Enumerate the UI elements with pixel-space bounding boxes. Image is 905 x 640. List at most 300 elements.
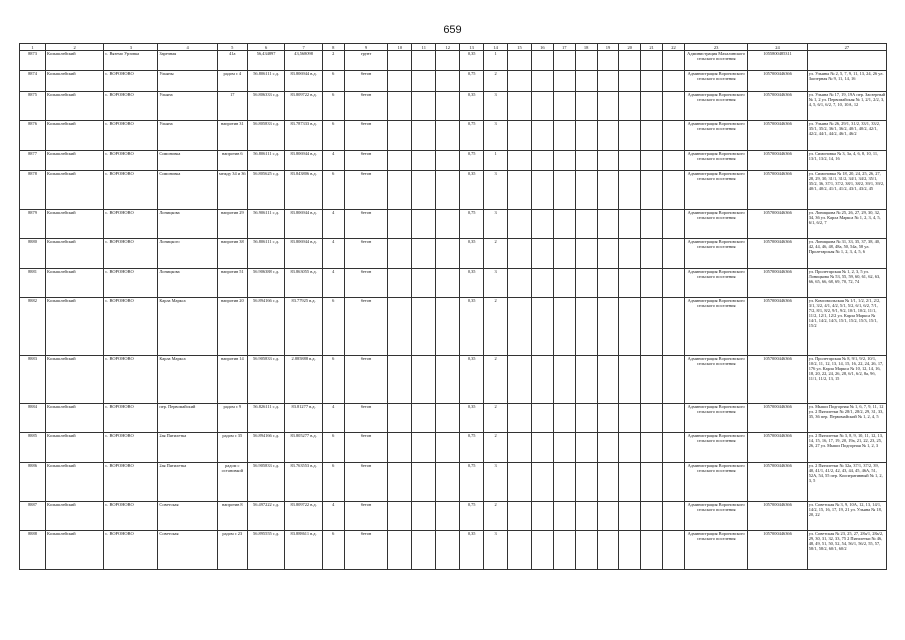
- page-number: 659: [443, 24, 462, 36]
- table-cell: [619, 531, 641, 570]
- column-header: 19: [597, 44, 619, 51]
- table-cell: [663, 433, 685, 463]
- table-cell: [412, 121, 436, 151]
- table-cell: [575, 51, 597, 71]
- table-cell: [436, 239, 460, 269]
- table-cell: [553, 531, 575, 570]
- table-cell: Администрация Вороновского сельского поселения: [684, 209, 747, 239]
- table-cell: 83.806944 в.д.: [285, 239, 322, 269]
- table-cell: напротив 8: [217, 501, 247, 531]
- table-cell: 8882: [20, 298, 46, 355]
- column-header: 9: [344, 44, 388, 51]
- table-cell: 83.763553 в.д.: [285, 462, 322, 501]
- table-row: [20, 150, 887, 170]
- table-cell: 6: [322, 121, 344, 151]
- table-row: [20, 239, 887, 269]
- table-cell: напротив 29: [217, 209, 247, 239]
- table-cell: [619, 91, 641, 121]
- table-cell: Администрация Махалинского сельского поселения: [684, 51, 747, 71]
- table-cell: с. ВОРОНОВО: [104, 239, 158, 269]
- table-cell: [436, 462, 460, 501]
- table-cell: 1057000446366: [748, 71, 807, 91]
- table-cell: [412, 501, 436, 531]
- table-cell: [388, 150, 412, 170]
- table-cell: бетон: [344, 150, 388, 170]
- table-cell: [597, 403, 619, 433]
- table-cell: с. ВОРОНОВО: [104, 531, 158, 570]
- table-cell: 8878: [20, 171, 46, 210]
- table-cell: [553, 209, 575, 239]
- table-cell: ул. Пролетарская № 8, 9/1, 9/2, 10/1, 10/2, 11, 12, 13, 14, 15, 16, 22, 24, 26, 17, 176 ул. Карла Маркса № 10, 12, 14, 16, 18, 20, 22, 24, 26, 28, 6/1, 6/2, 8а, 9б, 11/1, 11/2, 13, 15: [807, 355, 886, 403]
- table-cell: 6: [322, 171, 344, 210]
- column-header: 10: [388, 44, 412, 51]
- table-cell: [575, 150, 597, 170]
- column-header: 24: [748, 44, 807, 51]
- table-cell: Администрация Вороновского сельского поселения: [684, 531, 747, 570]
- column-header: 14: [484, 44, 508, 51]
- column-header: 6: [247, 44, 284, 51]
- table-cell: [436, 298, 460, 355]
- table-cell: 3: [484, 531, 508, 570]
- table-cell: Заречная: [158, 51, 217, 71]
- table-cell: 3: [484, 268, 508, 298]
- table-cell: [575, 531, 597, 570]
- table-cell: [508, 71, 532, 91]
- register-table: [19, 43, 887, 570]
- table-cell: [553, 71, 575, 91]
- table-cell: Лоницкова: [158, 268, 217, 298]
- table-cell: [641, 171, 663, 210]
- table-cell: 0,75: [460, 209, 484, 239]
- table-cell: 6: [322, 462, 344, 501]
- table-cell: 56.905833 с.д.: [247, 462, 284, 501]
- table-cell: [388, 298, 412, 355]
- table-cell: Лоницкова: [158, 209, 217, 239]
- table-cell: [619, 121, 641, 151]
- table-cell: 56.805833 с.д.: [247, 121, 284, 151]
- table-cell: [508, 531, 532, 570]
- table-cell: бетон: [344, 121, 388, 151]
- table-cell: [553, 51, 575, 71]
- table-cell: [388, 501, 412, 531]
- table-cell: 3: [484, 91, 508, 121]
- table-cell: напротив 14: [217, 355, 247, 403]
- table-cell: с. ВОРОНОВО: [104, 355, 158, 403]
- table-cell: бетон: [344, 171, 388, 210]
- table-cell: [532, 531, 554, 570]
- table-cell: Администрация Вороновского сельского поселения: [684, 171, 747, 210]
- table-cell: [412, 91, 436, 121]
- table-cell: [436, 531, 460, 570]
- table-cell: ул. Советская № 3, 9, 10А, 12, 13, 14/1, 14/2, 15, 16, 17, 19, 21 ул. Ульяна № 18, 20, 22: [807, 501, 886, 531]
- table-cell: 2.885888 в.д.: [285, 355, 322, 403]
- table-cell: [641, 51, 663, 71]
- table-cell: [436, 209, 460, 239]
- table-cell: 8881: [20, 268, 46, 298]
- table-cell: Администрация Вороновского сельского поселения: [684, 298, 747, 355]
- table-row: [20, 298, 887, 355]
- table-cell: 83.863055 в.д.: [285, 268, 322, 298]
- table-cell: [508, 209, 532, 239]
- table-cell: Администрация Вороновского сельского поселения: [684, 355, 747, 403]
- table-cell: 56.826111 с.д.: [247, 403, 284, 433]
- table-cell: [597, 531, 619, 570]
- table-row: [20, 531, 887, 570]
- table-cell: между 34 и 36: [217, 171, 247, 210]
- table-cell: бетон: [344, 501, 388, 531]
- table-cell: [575, 239, 597, 269]
- column-header: 12: [436, 44, 460, 51]
- table-cell: [641, 71, 663, 91]
- table-cell: 8885: [20, 433, 46, 463]
- column-header: 23: [684, 44, 747, 51]
- table-cell: 56.894166 с.д.: [247, 433, 284, 463]
- table-cell: [663, 71, 685, 91]
- table-cell: [412, 71, 436, 91]
- table-cell: Администрация Вороновского сельского поселения: [684, 150, 747, 170]
- table-cell: Администрация Вороновского сельского поселения: [684, 462, 747, 501]
- table-row: [20, 268, 887, 298]
- table-cell: [553, 433, 575, 463]
- table-cell: 1: [484, 51, 508, 71]
- table-cell: 3: [484, 171, 508, 210]
- table-cell: [663, 501, 685, 531]
- table-cell: 1057000446366: [748, 433, 807, 463]
- column-header: 5: [217, 44, 247, 51]
- table-cell: 6: [322, 433, 344, 463]
- table-cell: [508, 171, 532, 210]
- table-cell: с. ВОРОНОВО: [104, 268, 158, 298]
- table-cell: [663, 298, 685, 355]
- table-cell: с. ВОРОНОВО: [104, 433, 158, 463]
- table-cell: [619, 462, 641, 501]
- table-cell: 3: [484, 121, 508, 151]
- table-cell: с. ВОРОНОВО: [104, 403, 158, 433]
- table-cell: бетон: [344, 239, 388, 269]
- table-cell: 56.906111 с.д.: [247, 209, 284, 239]
- table-cell: ул. Лоницкова № 25, 26, 27, 29, 30, 32, 34, 36 ул. Карла Маркса № 1, 2, 3, 4, 5, 6/1, 6/2, 7: [807, 209, 886, 239]
- table-cell: [597, 171, 619, 210]
- table-cell: [412, 171, 436, 210]
- table-cell: 0,35: [460, 298, 484, 355]
- table-cell: 56.806111 с.д.: [247, 71, 284, 91]
- table-cell: [532, 501, 554, 531]
- table-cell: 2: [484, 501, 508, 531]
- table-cell: [597, 462, 619, 501]
- table-cell: [388, 355, 412, 403]
- table-cell: 0,35: [460, 355, 484, 403]
- table-cell: [532, 91, 554, 121]
- table-cell: с. ВОРОНОВО: [104, 501, 158, 531]
- table-cell: Карла Маркса: [158, 355, 217, 403]
- table-cell: 2: [322, 51, 344, 71]
- table-cell: [663, 239, 685, 269]
- table-cell: [597, 209, 619, 239]
- table-cell: бетон: [344, 462, 388, 501]
- column-header: 18: [575, 44, 597, 51]
- table-cell: [597, 91, 619, 121]
- table-cell: 1057000446366: [748, 531, 807, 570]
- column-header: 22: [663, 44, 685, 51]
- table-cell: 41а: [217, 51, 247, 71]
- table-cell: Колышлейский: [46, 501, 104, 531]
- table-cell: Колышлейский: [46, 239, 104, 269]
- column-header: 2: [46, 44, 104, 51]
- header-row: [20, 44, 887, 51]
- table-cell: Колышлейский: [46, 433, 104, 463]
- table-cell: [641, 209, 663, 239]
- table-cell: [575, 462, 597, 501]
- table-cell: [597, 355, 619, 403]
- table-cell: [597, 121, 619, 151]
- column-header: 20: [619, 44, 641, 51]
- table-cell: [388, 268, 412, 298]
- table-cell: [508, 91, 532, 121]
- table-cell: [641, 355, 663, 403]
- table-cell: [663, 171, 685, 210]
- table-cell: [388, 171, 412, 210]
- table-cell: [532, 51, 554, 71]
- table-cell: 0,75: [460, 462, 484, 501]
- table-cell: 2: [484, 403, 508, 433]
- table-cell: [508, 268, 532, 298]
- table-cell: [436, 71, 460, 91]
- table-cell: бетон: [344, 403, 388, 433]
- table-cell: 83.888611 в.д.: [285, 531, 322, 570]
- table-cell: [388, 51, 412, 71]
- table-cell: [553, 239, 575, 269]
- table-cell: [553, 121, 575, 151]
- table-cell: 83.806944 в.д.: [285, 209, 322, 239]
- table-cell: 1057000446366: [748, 462, 807, 501]
- table-cell: [575, 355, 597, 403]
- table-cell: [575, 433, 597, 463]
- table-cell: Колышлейский: [46, 171, 104, 210]
- table-cell: 1057000446366: [748, 121, 807, 151]
- table-cell: 8888: [20, 531, 46, 570]
- table-cell: ул. Комсомольская № 1/1, 1/2, 2/1, 2/2, 3/1, 3/2, 4/1, 4/2, 5/1, 5/2, 6/1, 6/2, 7/1, 7/2, 8/1, 8/2, 9/1, 9/2, 10/1, 10/2, 11/1, 11/2, 12/1, 12/2 ул. Карла Маркса № 14/1, 14/2, 14/3, 15/1, 15/2, 15/3, 15/1, 15/2: [807, 298, 886, 355]
- table-cell: 43,568098: [285, 51, 322, 71]
- table-cell: [436, 268, 460, 298]
- table-cell: 2: [484, 298, 508, 355]
- table-cell: напротив 38: [217, 239, 247, 269]
- table-cell: Лоницкого: [158, 239, 217, 269]
- table-cell: Колышлейский: [46, 268, 104, 298]
- table-cell: бетон: [344, 355, 388, 403]
- table-cell: 56,434897: [247, 51, 284, 71]
- table-cell: 0,35: [460, 403, 484, 433]
- table-cell: [553, 91, 575, 121]
- table-cell: [619, 51, 641, 71]
- table-cell: 3: [484, 209, 508, 239]
- column-header: 27: [807, 44, 886, 51]
- table-cell: [575, 71, 597, 91]
- table-cell: ул. Ульяна № 17, 19, 19А пер. Заозерный № 1, 2 ул. Первомайская № 1, 2/1, 2/2, 3, 4, 5, 6/1, 6/2, 7, 10, 10А, 12: [807, 91, 886, 121]
- table-cell: радом с 35: [217, 433, 247, 463]
- column-header: 15: [508, 44, 532, 51]
- table-cell: [575, 171, 597, 210]
- table-cell: 0,35: [460, 91, 484, 121]
- table-cell: [619, 150, 641, 170]
- table-cell: напротив 6: [217, 150, 247, 170]
- table-cell: [388, 209, 412, 239]
- table-cell: Колышлейский: [46, 355, 104, 403]
- table-cell: Колышлейский: [46, 71, 104, 91]
- table-cell: 83.805277 в.д.: [285, 433, 322, 463]
- table-cell: [553, 355, 575, 403]
- table-cell: [663, 531, 685, 570]
- table-cell: [663, 121, 685, 151]
- table-cell: [619, 71, 641, 91]
- table-cell: 6: [322, 531, 344, 570]
- table-cell: [532, 239, 554, 269]
- table-cell: [663, 403, 685, 433]
- table-cell: [508, 403, 532, 433]
- table-cell: 1057000446366: [748, 298, 807, 355]
- table-cell: [436, 150, 460, 170]
- table-cell: [412, 150, 436, 170]
- table-cell: [663, 150, 685, 170]
- table-cell: 1057000446366: [748, 150, 807, 170]
- table-row: [20, 433, 887, 463]
- table-cell: [388, 403, 412, 433]
- column-header: 1: [20, 44, 46, 51]
- table-cell: 2ая Пятилетка: [158, 462, 217, 501]
- column-header: 4: [158, 44, 217, 51]
- table-cell: [532, 171, 554, 210]
- table-cell: с. ВОРОНОВО: [104, 462, 158, 501]
- table-cell: 8884: [20, 403, 46, 433]
- table-cell: ул. 2 Пятилетки № 3, 8, 9, 10, 11, 12, 13, 14, 15, 16, 17, 19, 20, 19а, 21, 22, 23, 25, 26, 27 ул. Мыши Подгорная № 1, 2, 3: [807, 433, 886, 463]
- table-cell: [436, 171, 460, 210]
- table-cell: 83.77925 в.д.: [285, 298, 322, 355]
- table-row: [20, 209, 887, 239]
- table-cell: [388, 71, 412, 91]
- table-cell: 0,35: [460, 268, 484, 298]
- table-cell: 83.809722 в.д.: [285, 501, 322, 531]
- table-cell: ул. 2 Пятилетки № 32а, 37/1, 37/2, 39, 40, 41/1, 41/2, 42, 43, 44, 45, 46А, 51, 52А, 54, 55 пер. Кооперативный № 1, 2, 3, 5: [807, 462, 886, 501]
- table-cell: 0,35: [460, 239, 484, 269]
- table-cell: 1: [484, 150, 508, 170]
- table-row: [20, 121, 887, 151]
- table-cell: Колышлейский: [46, 531, 104, 570]
- table-cell: [575, 121, 597, 151]
- table-cell: [508, 501, 532, 531]
- table-cell: [619, 268, 641, 298]
- table-cell: 4: [322, 150, 344, 170]
- table-cell: напротив 31: [217, 121, 247, 151]
- table-cell: [597, 51, 619, 71]
- table-cell: бетон: [344, 209, 388, 239]
- table-cell: [532, 209, 554, 239]
- table-cell: 83.806944 в.д.: [285, 150, 322, 170]
- table-cell: Колышлейский: [46, 150, 104, 170]
- table-cell: с. ВОРОНОВО: [104, 91, 158, 121]
- table-cell: 8883: [20, 355, 46, 403]
- table-cell: напротив 51: [217, 268, 247, 298]
- table-cell: [436, 433, 460, 463]
- table-cell: [597, 433, 619, 463]
- table-cell: с. ВОРОНОВО: [104, 71, 158, 91]
- table-cell: [412, 355, 436, 403]
- table-cell: [436, 501, 460, 531]
- table-cell: [575, 501, 597, 531]
- table-cell: [663, 268, 685, 298]
- table-cell: 6: [322, 91, 344, 121]
- table-cell: бетон: [344, 268, 388, 298]
- table-cell: [532, 403, 554, 433]
- table-cell: [412, 298, 436, 355]
- table-cell: 1057000446366: [748, 171, 807, 210]
- table-cell: [575, 403, 597, 433]
- table-cell: [412, 239, 436, 269]
- table-row: [20, 91, 887, 121]
- table-cell: 2: [484, 433, 508, 463]
- table-cell: [436, 121, 460, 151]
- table-cell: Администрация Вороновского сельского поселения: [684, 501, 747, 531]
- table-cell: 0,75: [460, 71, 484, 91]
- table-cell: с. ВОРОНОВО: [104, 171, 158, 210]
- table-cell: [663, 91, 685, 121]
- table-cell: 4: [322, 209, 344, 239]
- table-cell: 17: [217, 91, 247, 121]
- table-cell: [641, 150, 663, 170]
- table-cell: [553, 150, 575, 170]
- column-header: 11: [412, 44, 436, 51]
- table-cell: [641, 268, 663, 298]
- table-cell: [641, 531, 663, 570]
- table-cell: [619, 355, 641, 403]
- table-cell: 8887: [20, 501, 46, 531]
- table-row: [20, 403, 887, 433]
- table-cell: 4: [322, 239, 344, 269]
- table-row: [20, 51, 887, 71]
- table-cell: Колышлейский: [46, 51, 104, 71]
- table-cell: Колышлейский: [46, 298, 104, 355]
- table-cell: [597, 268, 619, 298]
- table-cell: 8876: [20, 121, 46, 151]
- table-cell: [388, 121, 412, 151]
- table-cell: 8880: [20, 239, 46, 269]
- table-cell: Симоновка: [158, 171, 217, 210]
- table-cell: [508, 121, 532, 151]
- table-cell: [619, 209, 641, 239]
- table-cell: Ульяна: [158, 91, 217, 121]
- table-cell: [388, 239, 412, 269]
- table-cell: [597, 239, 619, 269]
- table-cell: 1057000446366: [748, 355, 807, 403]
- table-cell: [412, 433, 436, 463]
- table-cell: [807, 51, 886, 71]
- column-header: 3: [104, 44, 158, 51]
- table-cell: Администрация Вороновского сельского поселения: [684, 433, 747, 463]
- table-cell: 1057000446366: [748, 268, 807, 298]
- table-cell: [575, 209, 597, 239]
- table-cell: [532, 298, 554, 355]
- table-cell: Советская: [158, 501, 217, 531]
- table-cell: пер. Первомайский: [158, 403, 217, 433]
- table-cell: [641, 462, 663, 501]
- table-cell: 1057000446366: [748, 403, 807, 433]
- table-cell: Администрация Вороновского сельского поселения: [684, 268, 747, 298]
- table-cell: радом с 4: [217, 71, 247, 91]
- table-cell: Ульяна: [158, 121, 217, 151]
- table-cell: 56.806111 с.д.: [247, 239, 284, 269]
- table-cell: 2: [484, 355, 508, 403]
- table-cell: с. ВОРОНОВО: [104, 150, 158, 170]
- table-cell: 56.894166 с.д.: [247, 298, 284, 355]
- table-cell: 8886: [20, 462, 46, 501]
